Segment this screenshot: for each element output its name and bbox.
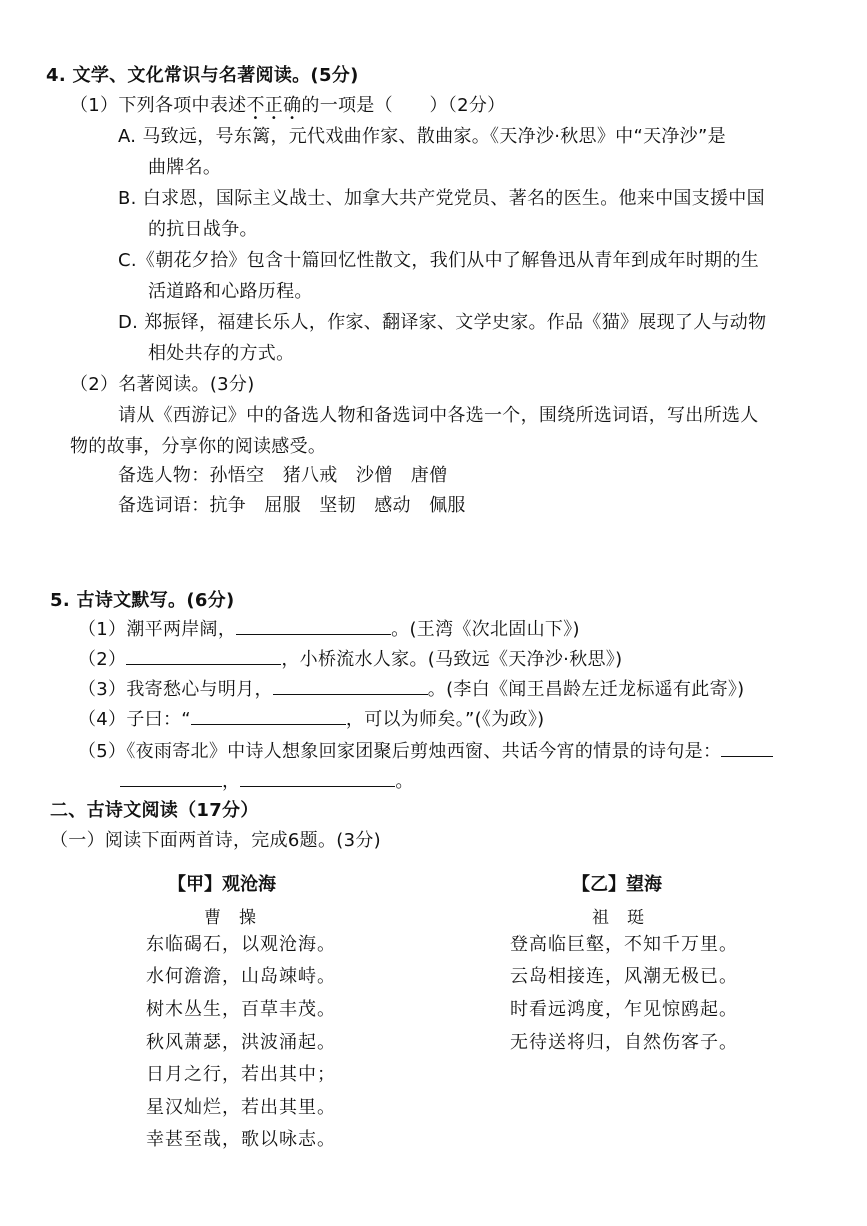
q5-line5b-end: 。 xyxy=(395,771,414,792)
q5-line1-before: （1）潮平两岸阔， xyxy=(78,619,237,640)
words-list: 抗争 屈服 坚韧 感动 佩服 xyxy=(209,495,466,516)
option-c-line1: C.《朝花夕拾》包含十篇回忆性散文，我们从中了解鲁迅从青年到成年时期的生 xyxy=(118,250,760,271)
q5-title: 5. 古诗文默写。(6分) xyxy=(50,590,235,611)
answer-blank-2[interactable] xyxy=(126,648,281,665)
poem-b-line-2: 云岛相接连，风潮无极已。 xyxy=(510,966,738,987)
q5-line4 xyxy=(78,708,544,731)
words-label: 备选词语： xyxy=(118,495,210,516)
option-d-line1: D. 郑振铎，福建长乐人，作家、翻译家、文学史家。作品《猫》展现了人与动物 xyxy=(118,312,767,333)
q5-line5 xyxy=(78,740,773,763)
poem-b-line-4: 无待送将归，自然伤客子。 xyxy=(510,1032,738,1053)
answer-blank-3[interactable] xyxy=(273,678,428,695)
poem-b-author: 祖珽 xyxy=(592,908,662,928)
q4-sub2-text2: 物的故事，分享你的阅读感受。 xyxy=(70,436,327,457)
answer-blank-4[interactable] xyxy=(191,708,346,725)
q4-sub2: （2）名著阅读。(3分) xyxy=(70,374,255,395)
option-b-line2: 的抗日战争。 xyxy=(148,219,258,240)
q5-line1-after: 。(王湾《次北固山下》) xyxy=(391,619,580,640)
poem-a-line-2: 水何澹澹，山岛竦峙。 xyxy=(146,966,336,987)
option-c-line2: 活道路和心路历程。 xyxy=(148,281,313,302)
characters-label: 备选人物： xyxy=(118,465,210,486)
answer-blank-1[interactable] xyxy=(236,618,391,635)
answer-blank-5[interactable] xyxy=(721,740,773,757)
q4-sub1-before: （1）下列各项中表述 xyxy=(70,95,247,116)
q5-line1 xyxy=(78,618,580,641)
poem-a-title: 【甲】观沧海 xyxy=(168,874,276,895)
q5-line3 xyxy=(78,678,745,701)
q5-line3-after: 。(李白《闻王昌龄左迁龙标遥有此寄》) xyxy=(427,679,745,700)
emphasis-char-1: 不 xyxy=(246,95,265,116)
emphasis-char-2: 正 xyxy=(264,95,284,116)
q5-line5b xyxy=(120,770,414,793)
words-row xyxy=(118,495,466,517)
poem-a-line-7: 幸甚至哉，歌以咏志。 xyxy=(146,1129,336,1150)
section2-title: 二、古诗文阅读（17分） xyxy=(50,800,259,821)
q5-line4-before: （4）子曰：“ xyxy=(78,709,191,730)
answer-blank-7[interactable] xyxy=(240,770,395,787)
q5-line4-after: ，可以为师矣。”(《为政》) xyxy=(345,709,545,730)
q4-sub2-text1: 请从《西游记》中的备选人物和备选词中各选一个，围绕所选词语，写出所选人 xyxy=(118,405,759,426)
poem-a-line-6: 星汉灿烂，若出其里。 xyxy=(146,1097,336,1118)
q5-line2-after: ，小桥流水人家。(马致远《天净沙·秋思》) xyxy=(281,649,623,670)
q4-sub1 xyxy=(70,95,505,117)
characters-list: 孙悟空 猪八戒 沙僧 唐僧 xyxy=(209,465,448,486)
poem-a-line-5: 日月之行，若出其中； xyxy=(146,1064,336,1085)
q4-sub1-after: 的一项是（ ）（2分） xyxy=(301,95,506,116)
poem-b-line-3: 时看远鸿度，乍见惊鸥起。 xyxy=(510,999,738,1020)
q5-line5-text: （5）《夜雨寄北》中诗人想象回家团聚后剪烛西窗、共话今宵的情景的诗句是： xyxy=(78,741,722,762)
characters-row xyxy=(118,465,447,487)
q5-line5b-mid: ， xyxy=(222,771,241,792)
emphasis-char-3: 确 xyxy=(283,95,302,116)
section2-part1: （一）阅读下面两首诗，完成6题。(3分) xyxy=(50,830,381,851)
option-b-line1: B. 白求恩，国际主义战士、加拿大共产党党员、著名的医生。他来中国支援中国 xyxy=(118,188,765,209)
q5-line2 xyxy=(78,648,622,671)
poem-b-line-1: 登高临巨壑，不知千万里。 xyxy=(510,934,738,955)
poem-b-title: 【乙】望海 xyxy=(572,874,662,895)
q4-title: 4. 文学、文化常识与名著阅读。(5分) xyxy=(46,65,359,86)
option-a-line2: 曲牌名。 xyxy=(148,157,222,178)
q5-line3-before: （3）我寄愁心与明月， xyxy=(78,679,273,700)
poem-a-author: 曹操 xyxy=(204,908,274,928)
poem-a-line-4: 秋风萧瑟，洪波涌起。 xyxy=(146,1032,336,1053)
q5-line2-before: （2） xyxy=(78,649,127,670)
option-a-line1: A. 马致远，号东篱，元代戏曲作家、散曲家。《天净沙·秋思》中“天净沙”是 xyxy=(118,126,726,147)
option-d-line2: 相处共存的方式。 xyxy=(148,343,295,364)
poem-a-line-1: 东临碣石，以观沧海。 xyxy=(146,934,336,955)
answer-blank-6[interactable] xyxy=(120,770,222,787)
poem-a-line-3: 树木丛生，百草丰茂。 xyxy=(146,999,336,1020)
